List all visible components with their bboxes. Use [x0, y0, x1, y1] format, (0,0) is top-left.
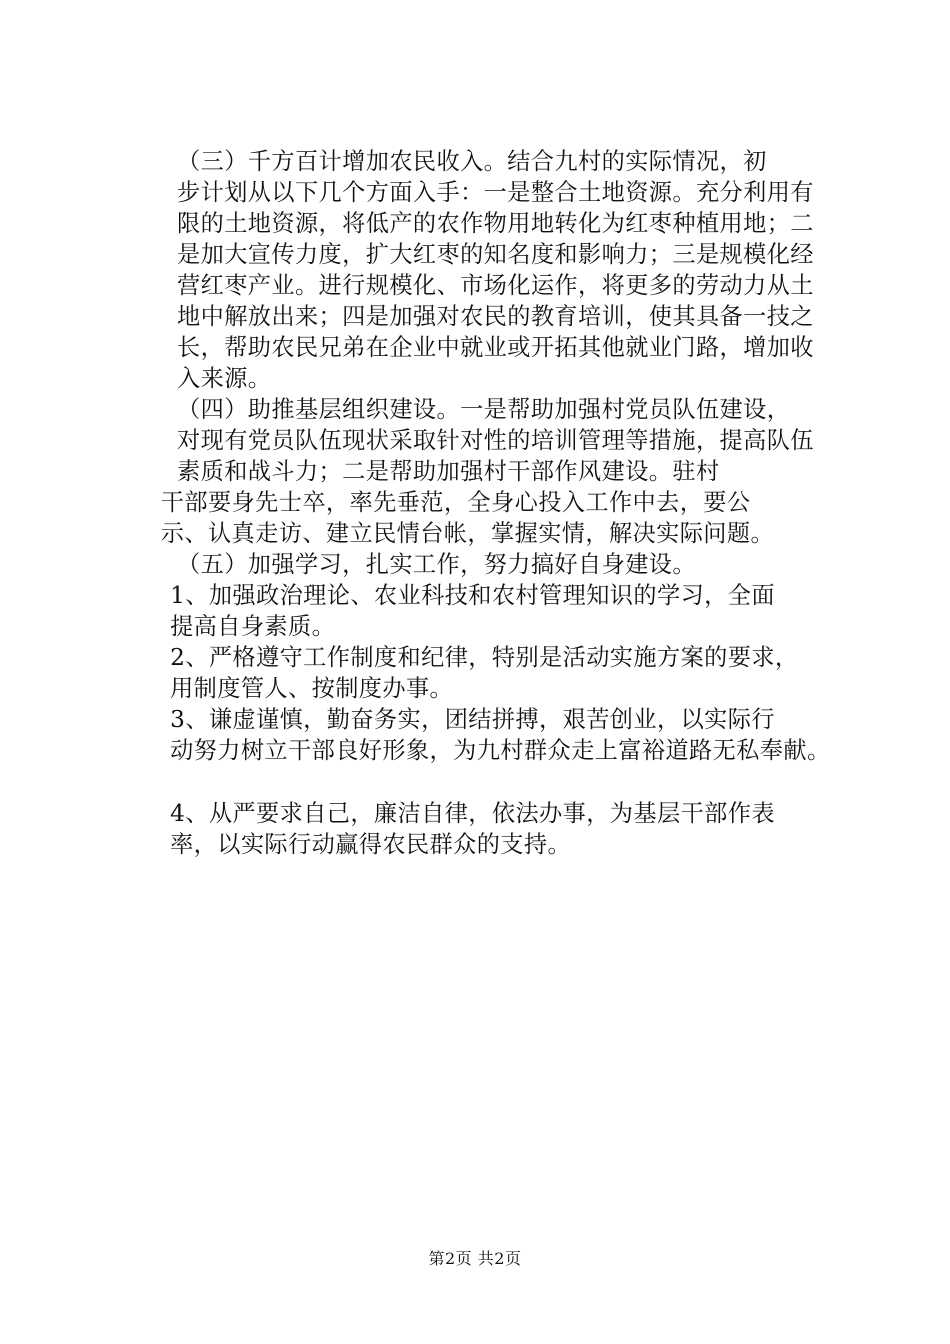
text-line: 4、从严要求自己，廉洁自律，依法办事，为基层干部作表 — [170, 800, 775, 827]
text-line: 提高自身素质。 — [170, 613, 336, 640]
text-line: 3、谦虚谨慎，勤奋务实，团结拼搏，艰苦创业，以实际行 — [170, 706, 775, 733]
text-line: 限的土地资源，将低产的农作物用地转化为红枣种植用地；二 — [177, 210, 814, 237]
paragraph-spacer — [126, 766, 836, 798]
text-line: 步计划从以下几个方面入手：一是整合土地资源。充分利用有 — [177, 179, 814, 206]
paragraph-section-4 — [126, 394, 836, 487]
text-line: 动努力树立干部良好形象，为九村群众走上富裕道路无私奉献。 — [170, 737, 831, 764]
text-line: 示、认真走访、建立民情台帐，掌握实情，解决实际问题。 — [160, 520, 775, 547]
paragraph-item-2 — [126, 642, 836, 704]
text-line: 用制度管人、按制度办事。 — [170, 675, 454, 702]
paragraph-section-3 — [126, 146, 836, 394]
text-line: （三）千方百计增加农民收入。结合九村的实际情况，初 — [177, 148, 767, 175]
text-line: 地中解放出来；四是加强对农民的教育培训，使其具备一技之 — [177, 303, 814, 330]
paragraph-item-4 — [126, 798, 836, 860]
text-line: （五）加强学习，扎实工作，努力搞好自身建设。 — [177, 551, 696, 578]
document-body — [126, 146, 836, 860]
text-line: 长，帮助农民兄弟在企业中就业或开拓其他就业门路，增加收 — [177, 334, 814, 361]
text-line: 2、严格遵守工作制度和纪律，特别是活动实施方案的要求， — [170, 644, 799, 671]
text-line: （四）助推基层组织建设。一是帮助加强村党员队伍建设， — [177, 396, 791, 423]
paragraph-item-3 — [126, 704, 836, 766]
text-line: 率，以实际行动赢得农民群众的支持。 — [170, 831, 572, 858]
text-line: 是加大宣传力度，扩大红枣的知名度和影响力；三是规模化经 — [177, 241, 814, 268]
page-number-footer: 第2页 共2页 — [428, 1249, 522, 1268]
text-line: 干部要身先士卒，率先垂范，全身心投入工作中去，要公 — [160, 489, 751, 516]
text-line: 营红枣产业。进行规模化、市场化运作，将更多的劳动力从土 — [177, 272, 814, 299]
paragraph-section-5-heading — [126, 549, 836, 580]
text-line: 对现有党员队伍现状采取针对性的培训管理等措施，提高队伍 — [177, 427, 814, 454]
text-line: 素质和战斗力；二是帮助加强村干部作风建设。驻村 — [177, 458, 720, 485]
text-line: 入来源。 — [177, 365, 272, 392]
paragraph-item-1 — [126, 580, 836, 642]
paragraph-section-4-continued — [126, 487, 836, 549]
text-line: 1、加强政治理论、农业科技和农村管理知识的学习，全面 — [170, 582, 775, 609]
